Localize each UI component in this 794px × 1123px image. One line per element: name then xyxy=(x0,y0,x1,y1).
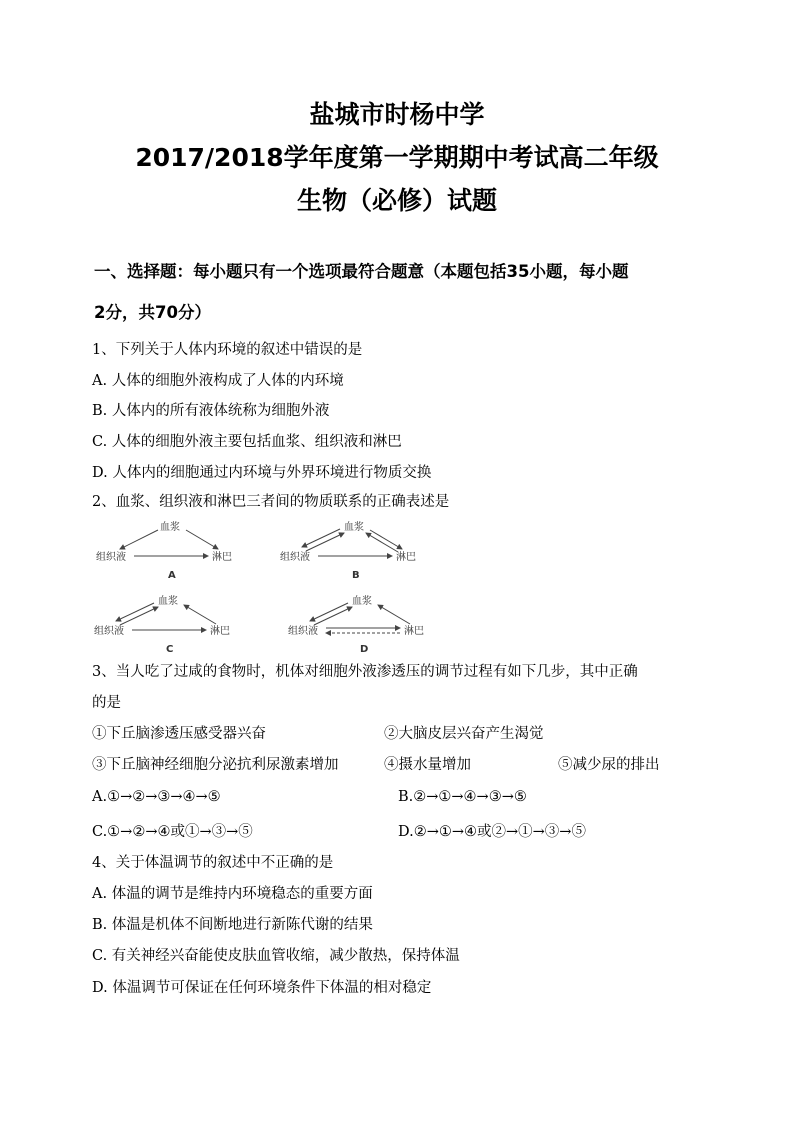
diagram-c-letter: C xyxy=(166,644,174,655)
diagram-c-tissue-label: 组织液 xyxy=(94,626,124,637)
diagram-a-lymph-label: 淋巴 xyxy=(212,552,232,563)
q1-option-a: A. 人体的细胞外液构成了人体的内环境 xyxy=(92,373,344,389)
q4-option-a: A. 体温的调节是维持内环境稳态的重要方面 xyxy=(92,886,373,902)
diagram-b xyxy=(278,516,428,586)
q4-stem: 4、关于体温调节的叙述中不正确的是 xyxy=(92,855,334,871)
q1-stem: 1、下列关于人体内环境的叙述中错误的是 xyxy=(92,342,363,358)
q3-step-1: ①下丘脑渗透压感受器兴奋 xyxy=(92,726,266,742)
diagram-a-letter: A xyxy=(168,570,176,581)
q1-option-c: C. 人体的细胞外液主要包括血浆、组织液和淋巴 xyxy=(92,434,402,450)
q3-option-c: C.①→②→④或①→③→⑤ xyxy=(92,824,253,840)
q3-stem-line1: 3、当人吃了过咸的食物时，机体对细胞外液渗透压的调节过程有如下几步，其中正确 xyxy=(92,664,638,680)
q4-option-c: C. 有关神经兴奋能使皮肤血管收缩，减少散热，保持体温 xyxy=(92,948,460,964)
q2-stem: 2、血浆、组织液和淋巴三者间的物质联系的正确表述是 xyxy=(92,494,450,510)
exam-title: 2017/2018学年度第一学期期中考试高二年级 xyxy=(135,143,659,172)
q3-option-a: A.①→②→③→④→⑤ xyxy=(92,789,221,805)
diagram-d-letter: D xyxy=(360,644,369,655)
diagram-d xyxy=(286,590,436,660)
q1-option-d: D. 人体内的细胞通过内环境与外界环境进行物质交换 xyxy=(92,465,432,481)
q4-option-b: B. 体温是机体不间断地进行新陈代谢的结果 xyxy=(92,917,373,933)
section-heading-line1: 一、选择题：每小题只有一个选项最符合题意（本题包括35小题，每小题 xyxy=(94,262,629,281)
school-title: 盐城市时杨中学 xyxy=(309,100,485,129)
q3-option-b: B.②→①→④→③→⑤ xyxy=(398,789,527,805)
q3-step-3: ③下丘脑神经细胞分泌抗利尿激素增加 xyxy=(92,757,339,773)
diagram-c-plasma-label: 血浆 xyxy=(158,596,178,607)
q3-option-d: D.②→①→④或②→①→③→⑤ xyxy=(398,824,586,840)
diagram-b-letter: B xyxy=(352,570,360,581)
q1-option-b: B. 人体内的所有液体统称为细胞外液 xyxy=(92,403,330,419)
diagram-a-tissue-label: 组织液 xyxy=(96,552,126,563)
q3-step-4: ④摄水量增加 xyxy=(384,757,471,773)
section-heading-line2: 2分，共70分） xyxy=(94,303,211,322)
diagram-d-plasma-label: 血浆 xyxy=(352,596,372,607)
q3-stem-line2: 的是 xyxy=(92,695,121,711)
diagram-d-lymph-label: 淋巴 xyxy=(404,626,424,637)
subject-title: 生物（必修）试题 xyxy=(296,186,497,215)
q3-step-2: ②大脑皮层兴奋产生渴觉 xyxy=(384,726,544,742)
diagram-b-plasma-label: 血浆 xyxy=(344,522,364,533)
diagram-c xyxy=(92,590,242,660)
q4-option-d: D. 体温调节可保证在任何环境条件下体温的相对稳定 xyxy=(92,980,432,996)
diagram-d-tissue-label: 组织液 xyxy=(288,626,318,637)
diagram-c-lymph-label: 淋巴 xyxy=(210,626,230,637)
diagram-a-plasma-label: 血浆 xyxy=(160,522,180,533)
diagram-a xyxy=(94,516,244,586)
diagram-b-lymph-label: 淋巴 xyxy=(396,552,416,563)
q3-step-5: ⑤减少尿的排出 xyxy=(558,757,660,773)
diagram-b-tissue-label: 组织液 xyxy=(280,552,310,563)
